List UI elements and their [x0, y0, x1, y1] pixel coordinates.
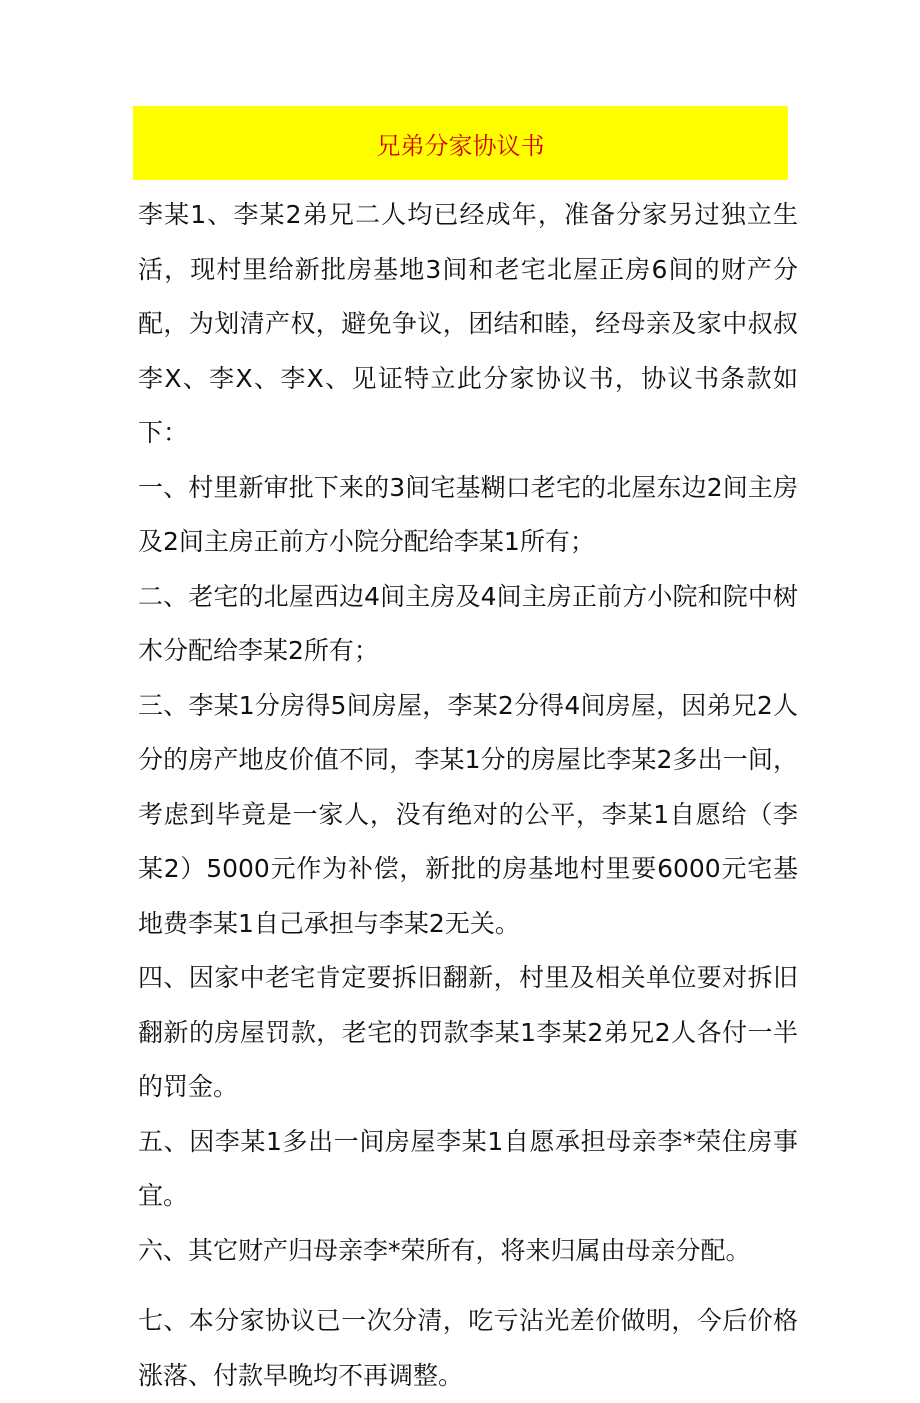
clause-5: 五、因李某1多出一间房屋李某1自愿承担母亲李*荣住房事宜。 [138, 1126, 798, 1210]
clause-4: 四、因家中老宅肯定要拆旧翻新，村里及相关单位要对拆旧翻新的房屋罚款，老宅的罚款李某1李某2弟兄2人各付一半的罚金。 [138, 963, 798, 1101]
clause-7: 七、本分家协议已一次分清，吃亏沾光差价做明，今后价格涨落、付款早晚均不再调整。 [138, 1306, 798, 1390]
clause-6: 六、其它财产归母亲李*荣所有，将来归属由母亲分配。 [138, 1235, 751, 1265]
intro-paragraph: 李某1、李某2弟兄二人均已经成年，准备分家另过独立生活，现村里给新批房基地3间和老宅北屋正房6间的财产分配，为划清产权，避免争议，团结和睦，经母亲及家中叔叔李X、李X、李X、见证特立此分家协议书，协议书条款如下： [138, 200, 798, 447]
clause-2: 二、老宅的北屋西边4间主房及4间主房正前方小院和院中树木分配给李某2所有； [138, 581, 798, 665]
clause-3: 三、李某1分房得5间房屋，李某2分得4间房屋，因弟兄2人分的房产地皮价值不同，李某1分的房屋比李某2多出一间，考虑到毕竟是一家人，没有绝对的公平，李某1自愿给（李某2）5000元作为补偿，新批的房基地村里要6000元宅基地费李某1自己承担与李某2无关。 [138, 690, 798, 938]
clause-1: 一、村里新审批下来的3间宅基糊口老宅的北屋东边2间主房及2间主房正前方小院分配给李某1所有； [138, 472, 798, 556]
title-banner [133, 106, 788, 180]
agreement-body [138, 188, 798, 1403]
document-title: 兄弟分家协议书 [376, 131, 545, 160]
